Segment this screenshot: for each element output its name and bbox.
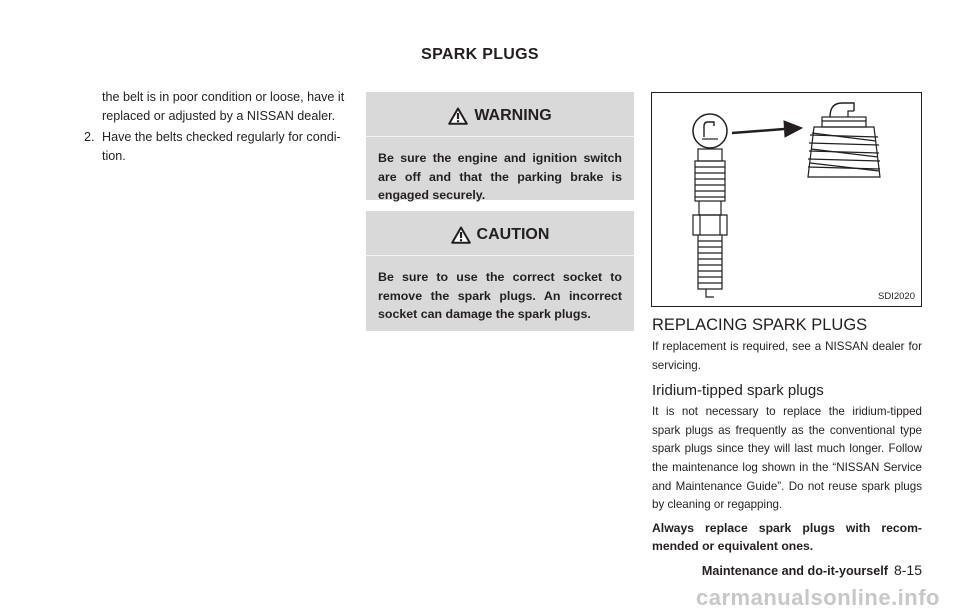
caution-header bbox=[366, 211, 634, 249]
warning-text: Be sure the engine and ignition switch are off and that the parking brake is engaged securely. bbox=[378, 151, 622, 202]
warning-box bbox=[366, 92, 634, 200]
list-item bbox=[84, 128, 356, 166]
subheading: Iridium-tipped spark plugs bbox=[652, 382, 824, 400]
warning-title: WARNING bbox=[474, 107, 552, 124]
caution-text: Be sure to use the correct socket to remove the spark plugs. An incorrect socket can damage the spark plugs. bbox=[378, 270, 622, 321]
footer-section: Maintenance and do-it-yourself bbox=[701, 564, 888, 578]
section-heading: REPLACING SPARK PLUGS bbox=[652, 316, 868, 334]
continuation-text: the belt is in poor condition or loose, have it replaced or adjusted by a NISSAN dealer. bbox=[102, 90, 345, 123]
intro-paragraph: If replacement is required, see a NISSAN dealer for servicing. bbox=[652, 340, 922, 372]
warning-triangle-icon bbox=[448, 107, 468, 125]
warning-triangle-icon bbox=[451, 226, 471, 244]
right-column bbox=[652, 314, 922, 560]
spark-plug-figure bbox=[651, 92, 922, 307]
warning-header bbox=[366, 92, 634, 130]
figure-id: SDI2020 bbox=[878, 291, 915, 302]
spark-plug-illustration bbox=[652, 93, 920, 305]
body-paragraph: It is not necessary to replace the iridium-tipped spark plugs as frequently as the conventional type spark plugs since they will last much longer. Follow the maintenance log shown in the “NISSAN Service and Maintenance Guide”. Do not reuse spark plugs by cleaning or regapping. bbox=[652, 405, 922, 512]
watermark: carmanualsonline.info bbox=[0, 584, 960, 611]
left-column bbox=[84, 88, 356, 166]
page-footer bbox=[702, 562, 922, 578]
list-item-text: Have the belts checked regularly for condi-tion. bbox=[102, 130, 341, 163]
page-title: SPARK PLUGS bbox=[421, 46, 539, 63]
bold-note: Always replace spark plugs with recom-mended or equivalent ones. bbox=[652, 520, 922, 554]
page-number: 8-15 bbox=[893, 562, 922, 578]
caution-title: CAUTION bbox=[476, 226, 550, 243]
list-item-number: 2. bbox=[84, 130, 95, 144]
caution-box bbox=[366, 211, 634, 331]
